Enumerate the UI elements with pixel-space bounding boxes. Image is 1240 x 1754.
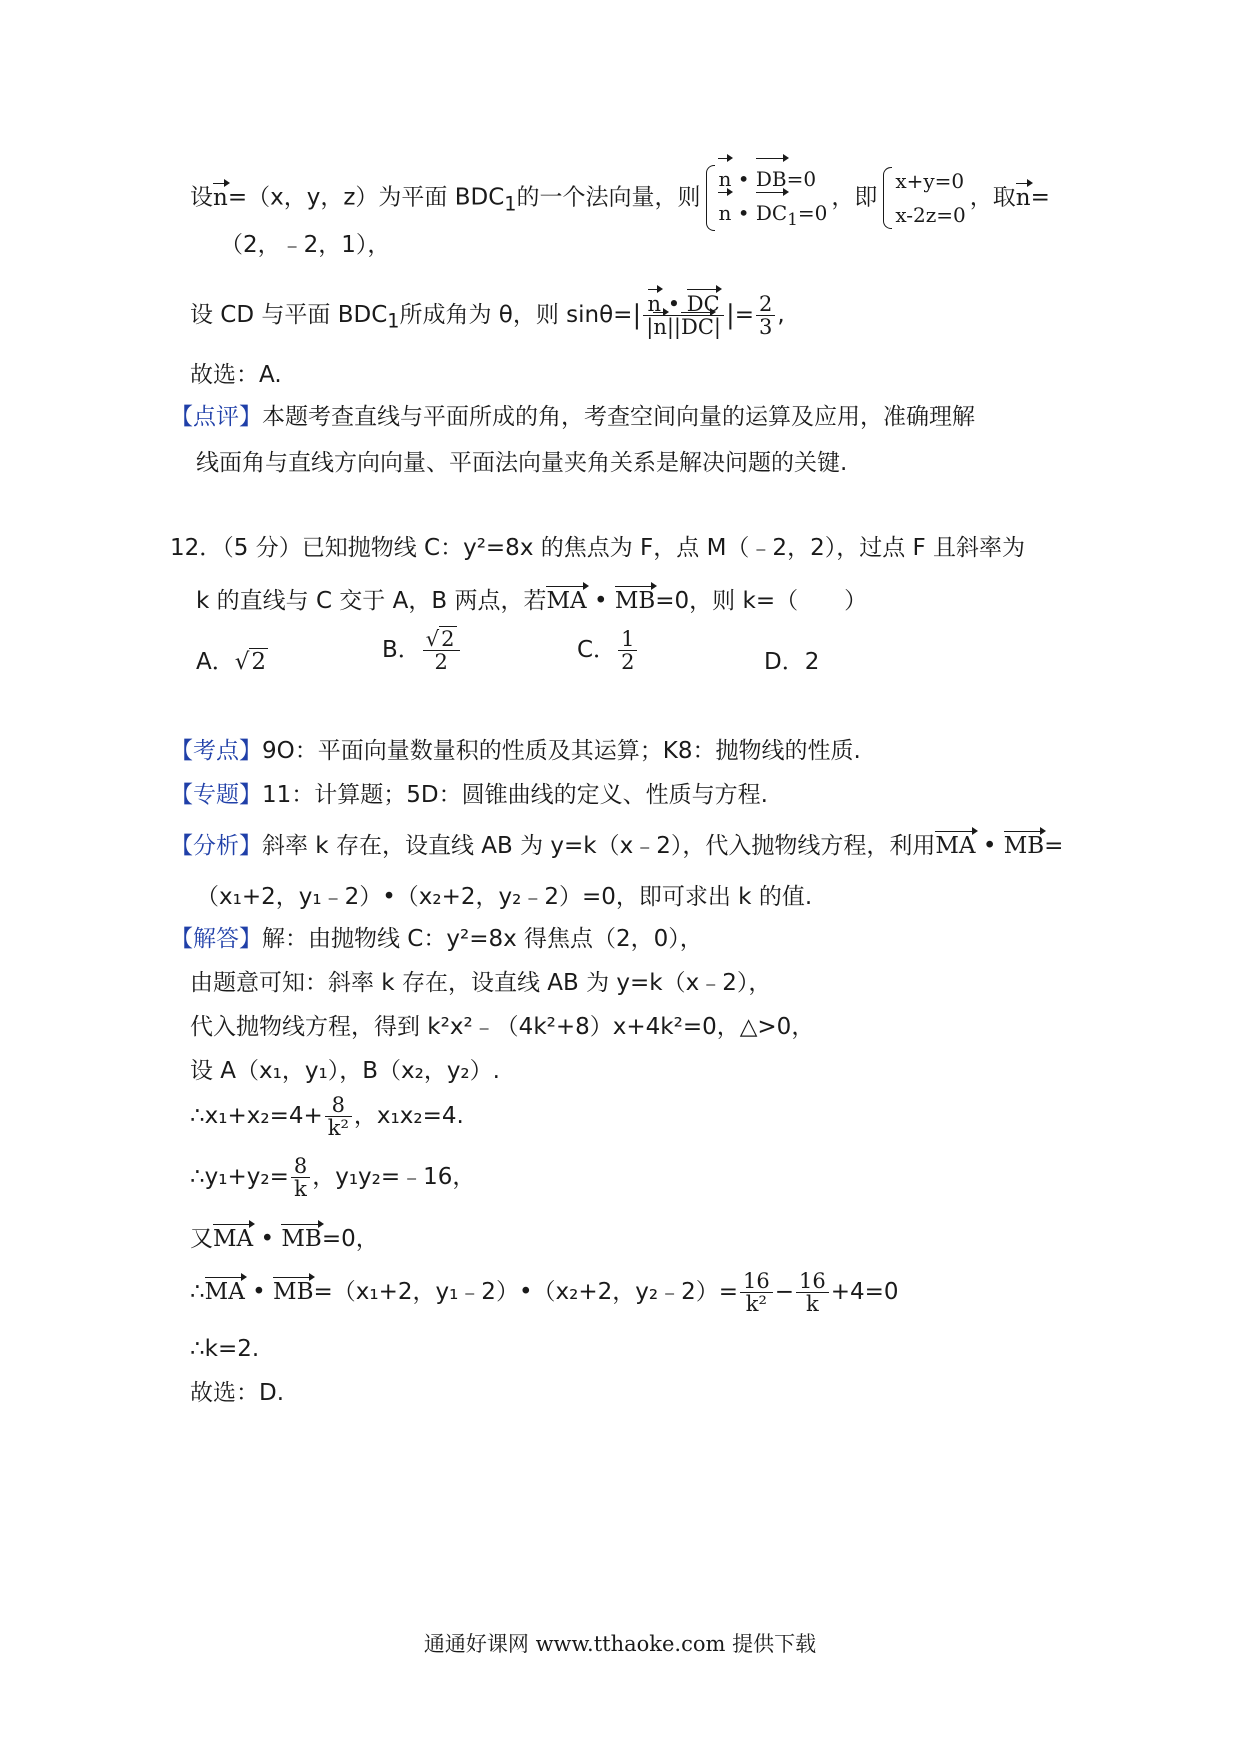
- page-footer: 通通好课网 www.tthaoke.com 提供下载: [423, 1632, 817, 1656]
- jieda-line-10: 故选：D.: [190, 1380, 285, 1406]
- jieda-line-9: ∴k=2.: [190, 1336, 260, 1362]
- jieda-line-2: 由题意可知：斜率 k 存在，设直线 AB 为 y=k（x﹣2），: [190, 970, 772, 996]
- linear-system: x+y=0 x-2z=0: [881, 164, 965, 232]
- jieda-line-4: 设 A（x₁，y₁），B（x₂，y₂）.: [190, 1058, 500, 1084]
- angle-line: 设 CD 与平面 $BDC_1$所成角为 θ，则 sinθ=| $\frac{n • DC}{|n||DC|}$ |= $\frac{2}{3}$ ,: [190, 292, 785, 340]
- choice-c: C． $\frac{1}{2}$: [577, 628, 639, 673]
- kaodian-line: 【考点】9O：平面向量数量积的性质及其运算；K8：抛物线的性质.: [170, 738, 861, 764]
- choice-b: B． $\frac{√2}{2}$: [382, 628, 462, 673]
- jieda-line-7: 又MA • MB=0，: [190, 1226, 379, 1252]
- sin-fraction: $\frac{n • DC}{|n||DC|}$: [643, 293, 724, 338]
- comment-tag: 【点评】: [170, 404, 262, 430]
- dot-product-system: n • DB=0 n • $DC_1=0$: [704, 162, 827, 234]
- question-12-stem-2: k 的直线与 C 交于 A，B 两点，若MA • MB=0，则 k=（ ）: [196, 588, 868, 614]
- zhuanti-line: 【专题】11：计算题；5D：圆锥曲线的定义、性质与方程.: [170, 782, 768, 808]
- comment-line-1: 【点评】本题考查直线与平面所成的角，考查空间向量的运算及应用，准确理解: [170, 404, 975, 430]
- result-fraction: $\frac{2}{3}$: [756, 293, 775, 338]
- choice-a: A．√2: [196, 649, 267, 675]
- jieda-line-1: 【解答】解：由抛物线 C：y²=8x 得焦点（2，0），: [170, 926, 703, 952]
- answer-a: 故选：A.: [190, 362, 282, 388]
- normal-vector-line: 设n=（x，y，z）为平面 $BDC_1$的一个法向量，则 n • DB=0 n • $DC_1=0$ ，即 x+y=0 x-2z=0 ，取n=: [190, 162, 1050, 234]
- vector-n: n: [213, 184, 228, 211]
- comment-line-2: 线面角与直线方向向量、平面法向量夹角关系是解决问题的关键.: [196, 450, 848, 476]
- jieda-line-5: ∴x₁+x₂=4+ $\frac{8}{\text{k²}}$ ，x₁x₂=4.: [190, 1093, 464, 1141]
- fenxi-line-1: 【分析】斜率 k 存在，设直线 AB 为 y=k（x﹣2），代入抛物线方程，利用MA • MB=: [170, 833, 1064, 859]
- choice-d: D．2: [764, 649, 820, 675]
- jieda-line-6: ∴y₁+y₂= $\frac{8}{k}$ ，y₁y₂=﹣16，: [190, 1154, 476, 1202]
- question-12-stem: 12．（5 分）已知抛物线 C：y²=8x 的焦点为 F，点 M（﹣2，2），过点 F 且斜率为: [170, 535, 1026, 561]
- normal-vector-value: （2，﹣2，1），: [220, 232, 391, 258]
- jieda-line-8: ∴MA • MB=（x₁+2，y₁﹣2）•（x₂+2，y₂﹣2）= $\frac{16}{\text{k²}}$ − $\frac{16}{k}$ +4=0: [190, 1269, 899, 1317]
- jieda-line-3: 代入抛物线方程，得到 k²x²﹣（4k²+8）x+4k²=0，△>0，: [190, 1014, 815, 1040]
- fenxi-line-2: （x₁+2，y₁﹣2）•（x₂+2，y₂﹣2）=0，即可求出 k 的值.: [196, 884, 813, 910]
